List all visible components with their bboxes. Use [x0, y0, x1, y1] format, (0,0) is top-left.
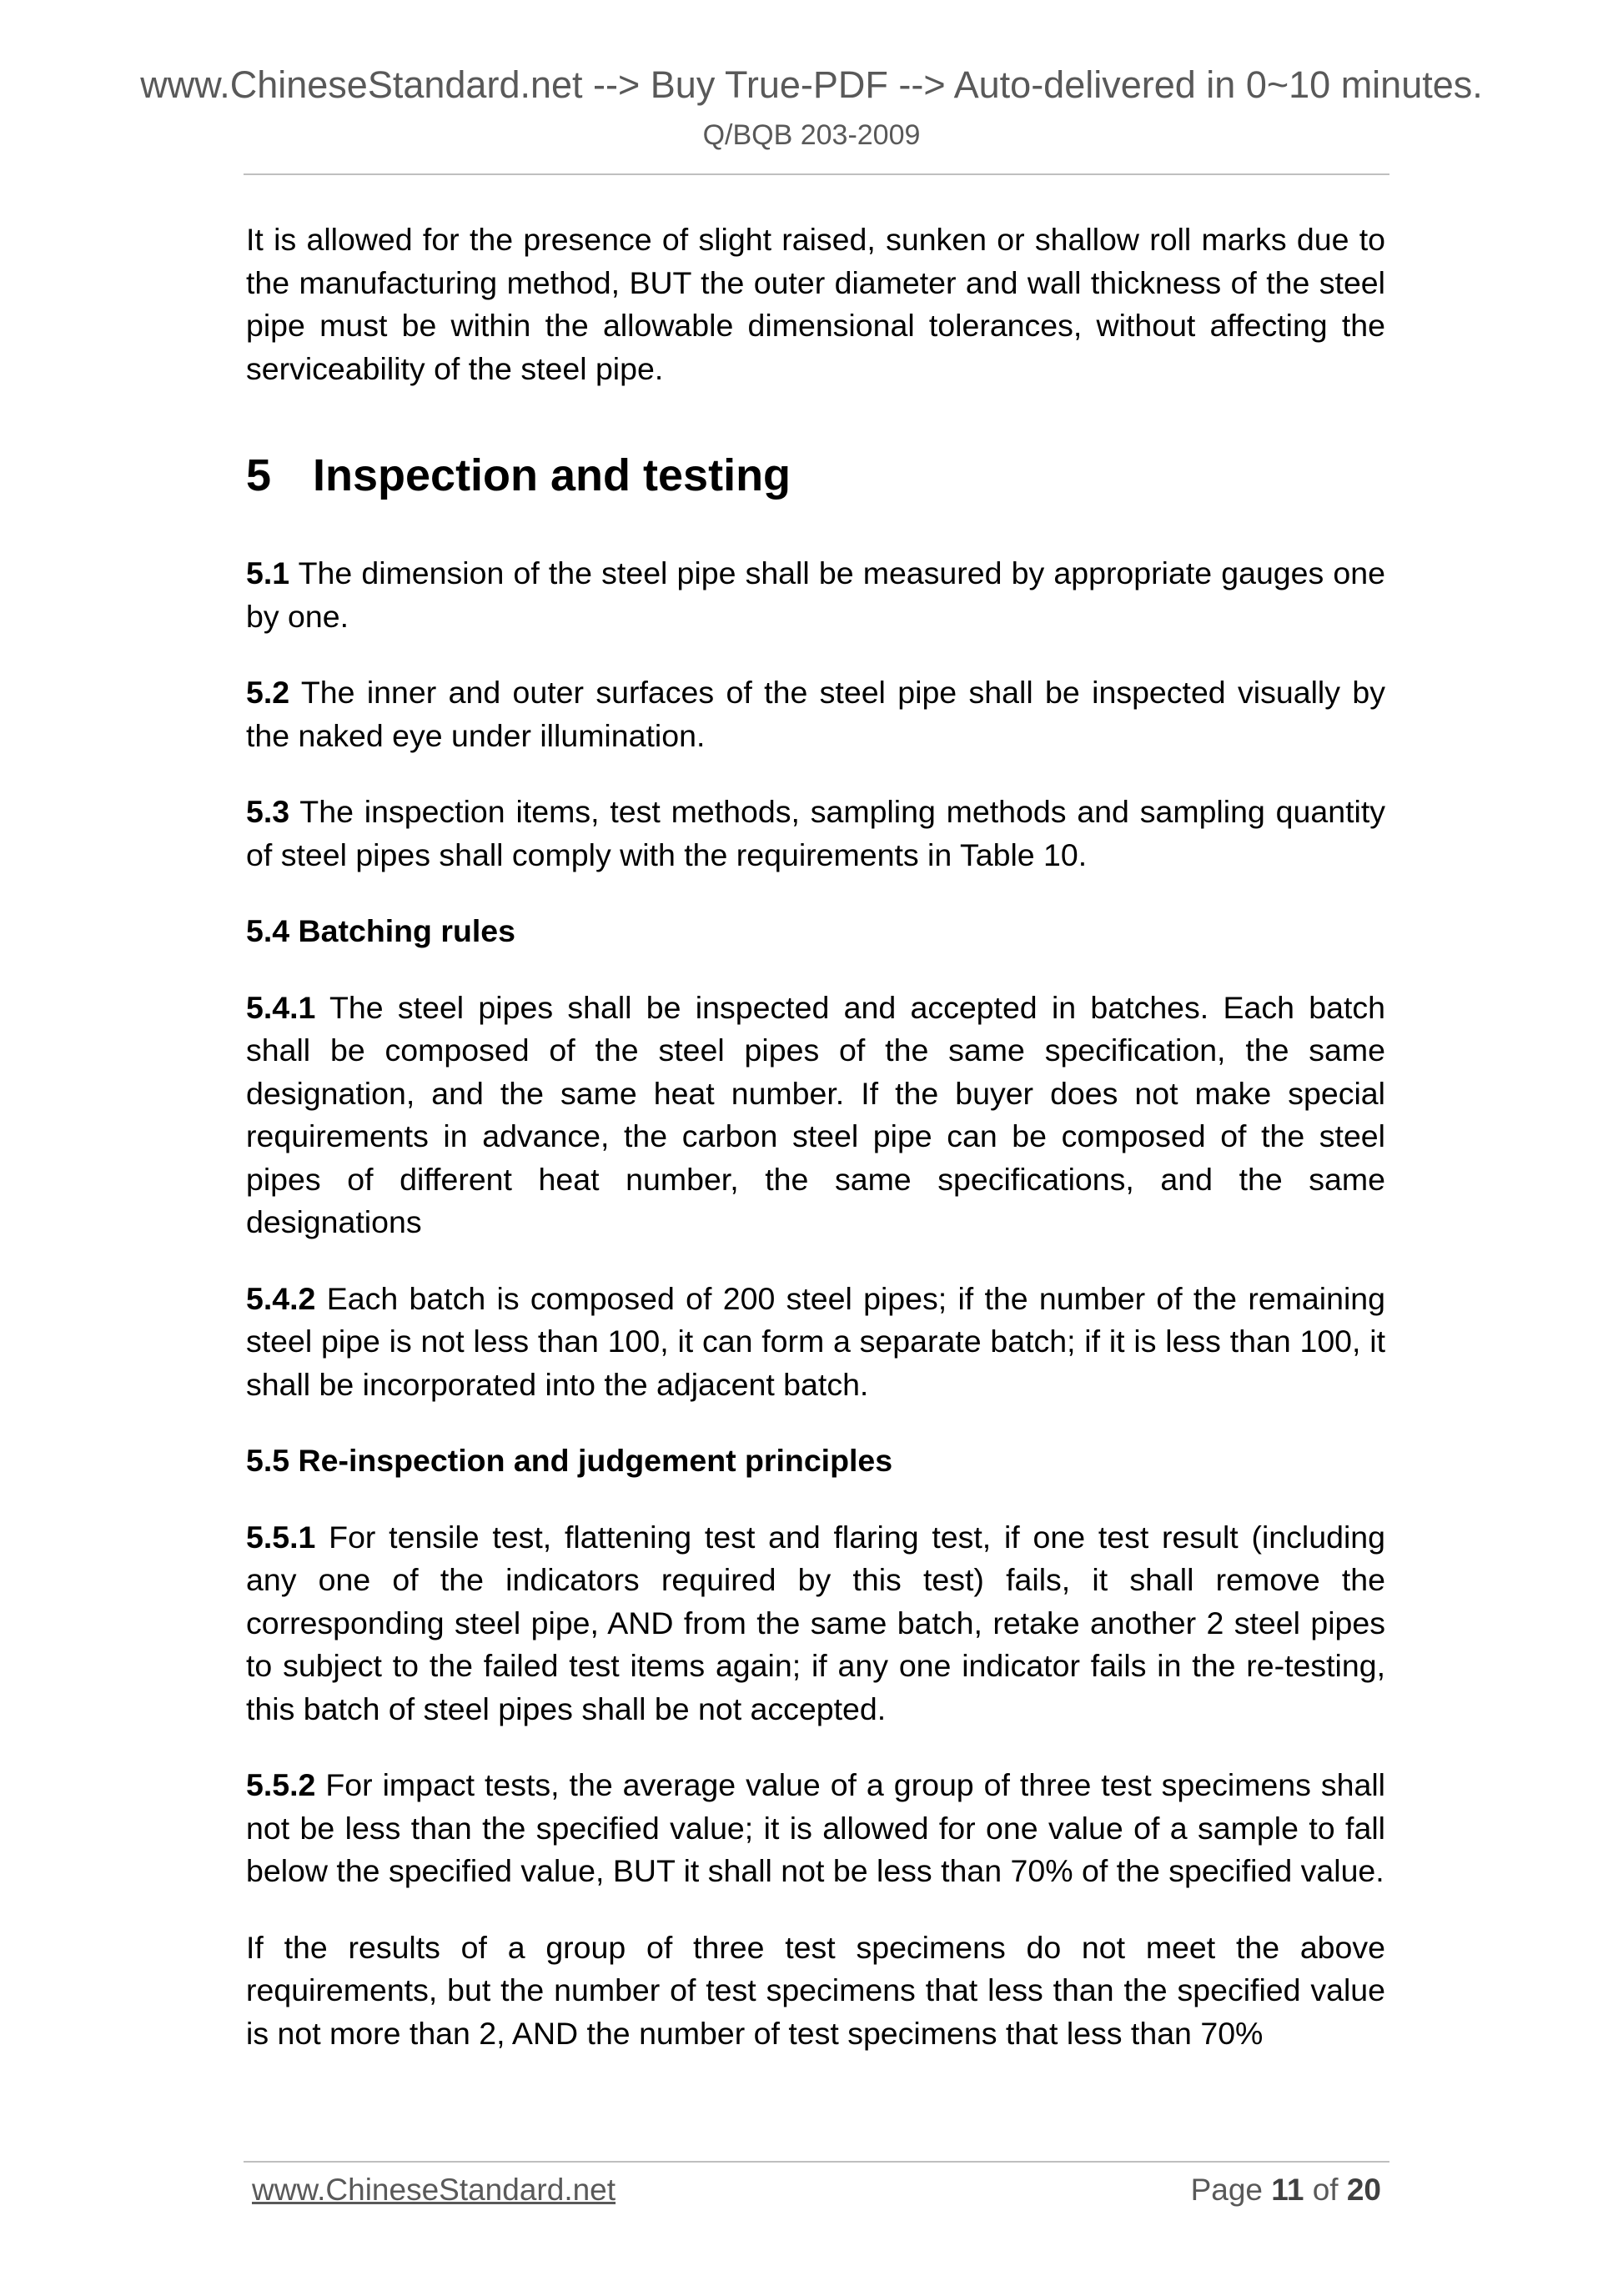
clause-5-5-2-continuation: If the results of a group of three test specimens do not meet the above requirements, but the number of test specimens that less than the specified value is not more than 2, AND the number of test specimens that less than 70%	[246, 1929, 1385, 2051]
footer-divider	[244, 2161, 1389, 2163]
clause-number: 5.5.2	[246, 1767, 316, 1802]
clause-5-3	[246, 791, 1385, 877]
footer-site-link[interactable]: www.ChineseStandard.net	[252, 2173, 616, 2207]
clause-text: The inspection items, test methods, sampling methods and sampling quantity of steel pipes shall comply with the requirements in Table 10.	[246, 794, 1385, 872]
clause-5-5-2	[246, 1764, 1385, 1893]
section-heading-5-4: 5.4 Batching rules	[246, 913, 516, 948]
clause-5-2	[246, 671, 1385, 757]
site-banner: www.ChineseStandard.net --> Buy True-PDF --> Auto-delivered in 0~10 minutes.	[140, 63, 1483, 106]
clause-text: The inner and outer surfaces of the steel pipe shall be inspected visually by the naked eye under illumination.	[246, 675, 1385, 753]
clause-5-4-2	[246, 1278, 1385, 1407]
clause-text: For tensile test, flattening test and flaring test, if one test result (including any one of the indicators required by this test) fails, it shall remove the corresponding steel pipe, AND from the same batch, retake another 2 steel pipes to subject to the failed test items again; if any one indicator fails in the re-testing, this batch of steel pipes shall be not accepted.	[246, 1519, 1385, 1726]
page-indicator	[1191, 2170, 1381, 2210]
page-label: Page	[1190, 2173, 1272, 2207]
clause-number: 5.3	[246, 794, 290, 829]
page-content	[246, 219, 1385, 2088]
chapter-number: 5	[246, 450, 272, 500]
section-heading-5-5: 5.5 Re-inspection and judgement principles	[246, 1443, 893, 1478]
document-code: Q/BQB 203-2009	[702, 119, 921, 151]
clause-5-4-1	[246, 987, 1385, 1244]
clause-text: The steel pipes shall be inspected and accepted in batches. Each batch shall be composed of the steel pipes of the same specification, the same designation, and the same heat number. If the buyer does not make special requirements in advance, the carbon steel pipe can be composed of the steel pipes of different heat number, the same specifications, and the same designations	[246, 989, 1385, 1239]
page-of: of	[1304, 2173, 1347, 2207]
clause-number: 5.1	[246, 555, 290, 590]
clause-text: For impact tests, the average value of a group of three test specimens shall not be less than the specified value; it is allowed for one value of a sample to fall below the specified value, BUT it shall not be less than 70% of the specified value.	[246, 1767, 1385, 1888]
clause-5-1	[246, 552, 1385, 638]
chapter-title: Inspection and testing	[313, 450, 791, 500]
page-total: 20	[1346, 2173, 1381, 2207]
clause-number: 5.5.1	[246, 1519, 316, 1555]
clause-text: The dimension of the steel pipe shall be measured by appropriate gauges one by one.	[246, 555, 1385, 634]
page-current: 11	[1271, 2173, 1304, 2207]
clause-number: 5.4.1	[246, 989, 316, 1025]
clause-number: 5.4.2	[246, 1280, 316, 1316]
clause-number: 5.2	[246, 675, 290, 710]
clause-5-5-1	[246, 1516, 1385, 1731]
header-divider	[244, 173, 1389, 175]
clause-text: Each batch is composed of 200 steel pipes; if the number of the remaining steel pipe is not less than 100, it can form a separate batch; if it is less than 100, it shall be incorporated into the adjacent batch.	[246, 1280, 1385, 1402]
intro-paragraph: It is allowed for the presence of slight raised, sunken or shallow roll marks due to the manufacturing method, BUT the outer diameter and wall thickness of the steel pipe must be within the allowable dimensional tolerances, without affecting the serviceability of the steel pipe.	[246, 222, 1385, 386]
chapter-heading	[246, 449, 1385, 502]
